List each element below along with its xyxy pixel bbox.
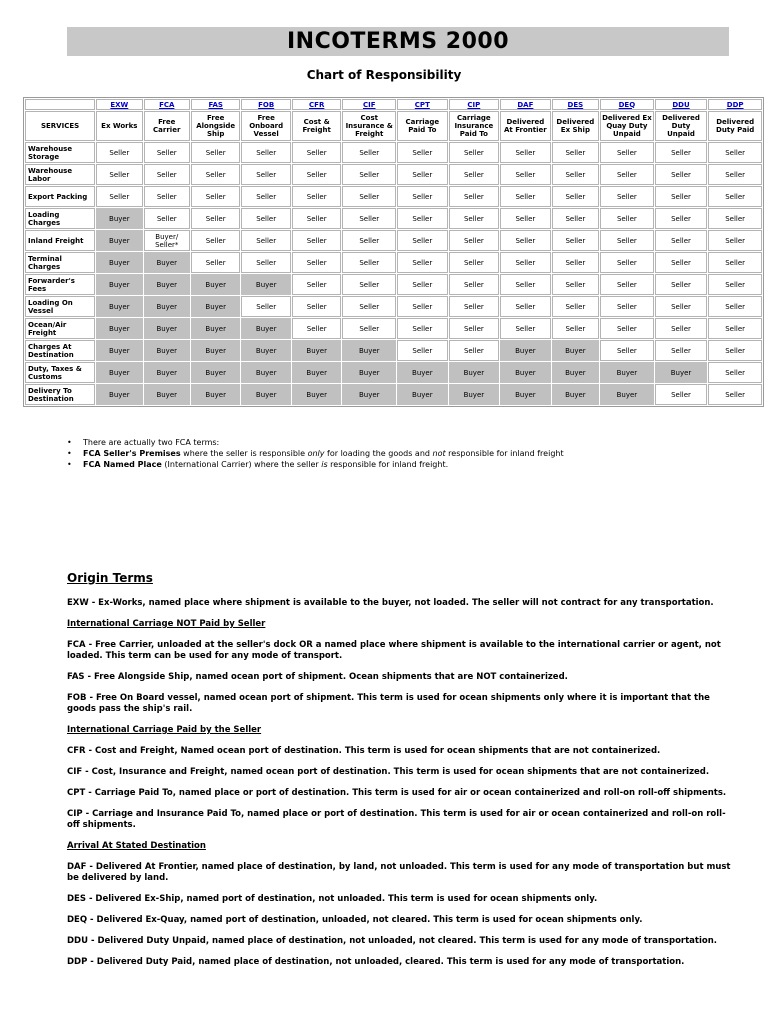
responsibility-cell: Seller [397, 164, 448, 185]
table-row [25, 208, 762, 229]
responsibility-cell: Seller [342, 186, 396, 207]
responsibility-cell: Buyer [191, 384, 241, 405]
responsibility-cell: Seller [144, 142, 190, 163]
responsibility-cell: Seller [708, 164, 762, 185]
responsibility-cell: Seller [500, 208, 551, 229]
responsibility-cell: Seller [397, 208, 448, 229]
responsibility-cell: Seller [397, 274, 448, 295]
responsibility-cell: Seller [191, 252, 241, 273]
term-name-cell: Delivered At Frontier [500, 111, 551, 141]
service-label: Loading On Vessel [25, 296, 95, 317]
responsibility-cell: Seller [397, 186, 448, 207]
service-label: Delivery To Destination [25, 384, 95, 405]
responsibility-cell: Buyer [342, 340, 396, 361]
responsibility-cell: Seller [397, 318, 448, 339]
responsibility-cell: Seller [449, 318, 500, 339]
term-abbr-cell [655, 99, 708, 110]
responsibility-cell: Seller [342, 164, 396, 185]
responsibility-cell: Seller [552, 208, 599, 229]
fca-note-named-place: • FCA Named Place (International Carrier) where the seller is responsible for inland freight. [67, 459, 564, 470]
def-cif: CIF - Cost, Insurance and Freight, named ocean port of destination. This term is used for ocean shipments that are not containerized. [67, 767, 710, 777]
responsibility-cell: Buyer [96, 362, 142, 383]
responsibility-cell: Seller [241, 230, 291, 251]
responsibility-cell: Buyer [241, 362, 291, 383]
def-fas: FAS - Free Alongside Ship, named ocean port of shipment. Ocean shipments that are NOT containerized. [67, 672, 568, 682]
responsibility-cell: Seller [655, 274, 708, 295]
def-ddp: DDP - Delivered Duty Paid, named place of destination, not unloaded, cleared. This term is used for any mode of transportation. [67, 957, 685, 967]
responsibility-cell: Buyer [342, 384, 396, 405]
responsibility-cell: Seller [144, 186, 190, 207]
table-row [25, 384, 762, 405]
responsibility-cell: Seller [397, 252, 448, 273]
service-label: Duty, Taxes & Customs [25, 362, 95, 383]
responsibility-cell: Buyer [96, 274, 142, 295]
def-fob: FOB - Free On Board vessel, named ocean port of shipment. This term is used for ocean shipments only where it is important that the goods pass the ship's rail. [67, 693, 710, 714]
responsibility-cell: Seller [552, 230, 599, 251]
responsibility-cell: Seller [500, 230, 551, 251]
term-name-row [25, 111, 762, 141]
responsibility-cell: Seller [655, 318, 708, 339]
term-link-cip[interactable]: CIP [467, 100, 481, 109]
responsibility-cell: Buyer [397, 384, 448, 405]
responsibility-cell: Seller [292, 230, 342, 251]
responsibility-cell: Seller [397, 340, 448, 361]
term-name-cell: Delivered Ex Ship [552, 111, 599, 141]
responsibility-cell: Seller [655, 230, 708, 251]
responsibility-cell: Buyer [96, 384, 142, 405]
responsibility-cell: Buyer [144, 296, 190, 317]
term-link-ddu[interactable]: DDU [672, 100, 690, 109]
responsibility-cell: Seller [552, 186, 599, 207]
responsibility-cell: Seller [500, 186, 551, 207]
def-fca: FCA - Free Carrier, unloaded at the seller's dock OR a named place where shipment is available to the international carrier or agent, not loaded. This term can be used for any mode of transport. [67, 640, 721, 661]
responsibility-cell: Seller [241, 296, 291, 317]
responsibility-cell: Seller [397, 142, 448, 163]
responsibility-cell: Seller [708, 384, 762, 405]
term-link-deq[interactable]: DEQ [618, 100, 636, 109]
responsibility-cell: Buyer [552, 340, 599, 361]
responsibility-cell: Seller [708, 296, 762, 317]
service-label: Warehouse Storage [25, 142, 95, 163]
service-label: Loading Charges [25, 208, 95, 229]
responsibility-cell: Seller [191, 186, 241, 207]
responsibility-cell: Buyer [241, 318, 291, 339]
responsibility-cell: Buyer [96, 230, 142, 251]
term-link-ddp[interactable]: DDP [726, 100, 744, 109]
term-link-fca[interactable]: FCA [159, 100, 175, 109]
term-name-cell: Ex Works [96, 111, 142, 141]
responsibility-cell: Seller [500, 142, 551, 163]
responsibility-cell: Seller [292, 318, 342, 339]
responsibility-cell: Seller [292, 274, 342, 295]
responsibility-cell: Seller [500, 252, 551, 273]
service-label: Warehouse Labor [25, 164, 95, 185]
responsibility-cell: Buyer [144, 384, 190, 405]
service-label: Export Packing [25, 186, 95, 207]
term-abbr-cell [342, 99, 396, 110]
responsibility-cell: Seller [500, 274, 551, 295]
responsibility-cell: Seller [342, 208, 396, 229]
responsibility-cell: Buyer [292, 340, 342, 361]
term-abbr-cell [241, 99, 291, 110]
term-abbr-cell [552, 99, 599, 110]
responsibility-cell: Seller [600, 186, 654, 207]
term-abbr-cell [292, 99, 342, 110]
table-row [25, 164, 762, 185]
responsibility-cell: Buyer [552, 362, 599, 383]
table-row [25, 274, 762, 295]
responsibility-cell: Seller [708, 186, 762, 207]
term-name-cell: Cost & Freight [292, 111, 342, 141]
def-cip: CIP - Carriage and Insurance Paid To, named place or port of destination. This term is used for air or ocean containerized and roll-on roll-off shipments. [67, 809, 726, 830]
responsibility-cell: Seller [449, 274, 500, 295]
responsibility-cell: Buyer [500, 384, 551, 405]
responsibility-cell: Seller [342, 142, 396, 163]
responsibility-cell: Seller [600, 164, 654, 185]
def-cpt: CPT - Carriage Paid To, named place or port of destination. This term is used for air or ocean containerized and roll-on roll-off shipments. [67, 788, 727, 798]
responsibility-cell: Seller [600, 274, 654, 295]
responsibility-cell: Seller [552, 252, 599, 273]
responsibility-cell: Seller [708, 274, 762, 295]
responsibility-cell: Seller [708, 230, 762, 251]
term-link-cif[interactable]: CIF [362, 100, 376, 109]
responsibility-cell: Buyer [449, 362, 500, 383]
responsibility-cell: Buyer [292, 384, 342, 405]
service-label: Terminal Charges [25, 252, 95, 273]
responsibility-cell: Seller [342, 274, 396, 295]
responsibility-cell: Seller [708, 318, 762, 339]
term-name-cell: Delivered Duty Unpaid [655, 111, 708, 141]
responsibility-cell: Buyer [96, 296, 142, 317]
responsibility-cell: Seller [708, 208, 762, 229]
responsibility-cell: Buyer [397, 362, 448, 383]
responsibility-cell: Seller [600, 318, 654, 339]
responsibility-cell: Buyer [144, 362, 190, 383]
term-link-cpt[interactable]: CPT [414, 100, 430, 109]
responsibility-cell: Seller [449, 296, 500, 317]
responsibility-cell: Seller [191, 164, 241, 185]
def-exw: EXW - Ex-Works, named place where shipment is available to the buyer, not loaded. The seller will not contract for any transportation. [67, 598, 714, 608]
responsibility-cell: Seller [191, 230, 241, 251]
responsibility-cell: Seller [600, 340, 654, 361]
responsibility-cell: Seller [397, 230, 448, 251]
responsibility-cell: Buyer [96, 318, 142, 339]
responsibility-cell: Buyer [292, 362, 342, 383]
responsibility-cell: Seller [449, 142, 500, 163]
term-name-cell: Carriage Insurance Paid To [449, 111, 500, 141]
responsibility-cell: Seller [552, 296, 599, 317]
responsibility-cell: Seller [241, 186, 291, 207]
responsibility-cell: Seller [292, 164, 342, 185]
responsibility-cell: Seller [241, 164, 291, 185]
responsibility-cell: Buyer [96, 340, 142, 361]
responsibility-cell: Seller [600, 252, 654, 273]
definitions [67, 598, 732, 978]
responsibility-cell: Buyer [191, 362, 241, 383]
term-abbr-cell [500, 99, 551, 110]
responsibility-cell: Buyer [191, 296, 241, 317]
responsibility-cell: Seller [144, 208, 190, 229]
term-abbr-cell [449, 99, 500, 110]
def-ddu: DDU - Delivered Duty Unpaid, named place of destination, not unloaded, not cleared. This term is used for any mode of transportation. [67, 936, 718, 946]
responsibility-cell: Seller [500, 296, 551, 317]
responsibility-cell: Seller [655, 296, 708, 317]
table-row [25, 252, 762, 273]
responsibility-cell: Seller [342, 230, 396, 251]
responsibility-cell: Seller [241, 252, 291, 273]
heading-paid: International Carriage Paid by the Seller [67, 725, 262, 735]
term-link-fob[interactable]: FOB [258, 100, 275, 109]
responsibility-cell: Seller [708, 362, 762, 383]
responsibility-cell: Seller [600, 296, 654, 317]
responsibility-cell: Seller [191, 142, 241, 163]
responsibility-cell: Buyer [96, 252, 142, 273]
responsibility-cell: Seller [449, 186, 500, 207]
responsibility-table [23, 97, 764, 407]
fca-notes [67, 437, 564, 470]
responsibility-cell: Buyer [191, 318, 241, 339]
responsibility-cell: Seller [655, 252, 708, 273]
term-name-cell: Delivered Ex Quay Duty Unpaid [600, 111, 654, 141]
responsibility-cell: Seller [449, 252, 500, 273]
def-des: DES - Delivered Ex-Ship, named port of destination, not unloaded. This term is used for ocean shipments only. [67, 894, 598, 904]
heading-arrival: Arrival At Stated Destination [67, 841, 206, 851]
responsibility-cell: Seller [449, 208, 500, 229]
responsibility-cell: Buyer [342, 362, 396, 383]
responsibility-cell: Seller [292, 296, 342, 317]
responsibility-cell: Seller [96, 164, 142, 185]
responsibility-cell: Buyer/ Seller* [144, 230, 190, 251]
term-abbr-cell [708, 99, 762, 110]
responsibility-cell: Seller [342, 252, 396, 273]
responsibility-cell: Seller [292, 208, 342, 229]
chart-subtitle: Chart of Responsibility [306, 68, 462, 82]
responsibility-cell: Seller [655, 340, 708, 361]
responsibility-cell: Seller [241, 142, 291, 163]
responsibility-cell: Seller [708, 252, 762, 273]
responsibility-cell: Buyer [552, 384, 599, 405]
responsibility-cell: Buyer [500, 340, 551, 361]
def-cfr: CFR - Cost and Freight, Named ocean port of destination. This term is used for ocean shipments that are not containerized. [67, 746, 661, 756]
responsibility-cell: Seller [655, 384, 708, 405]
responsibility-cell: Seller [552, 274, 599, 295]
responsibility-cell: Buyer [655, 362, 708, 383]
responsibility-cell: Seller [449, 164, 500, 185]
responsibility-cell: Buyer [241, 340, 291, 361]
term-link-fas[interactable]: FAS [208, 100, 223, 109]
responsibility-cell: Seller [600, 208, 654, 229]
services-header: SERVICES [25, 111, 95, 141]
responsibility-cell: Seller [655, 142, 708, 163]
responsibility-cell: Seller [96, 186, 142, 207]
responsibility-cell: Seller [708, 142, 762, 163]
responsibility-cell: Buyer [96, 208, 142, 229]
service-label: Charges At Destination [25, 340, 95, 361]
table-row [25, 318, 762, 339]
table-row [25, 296, 762, 317]
title-bar [67, 27, 729, 56]
term-name-cell: Carriage Paid To [397, 111, 448, 141]
term-name-cell: Free Alongside Ship [191, 111, 241, 141]
responsibility-cell: Seller [500, 318, 551, 339]
term-abbr-cell [600, 99, 654, 110]
term-abbr-cell [397, 99, 448, 110]
responsibility-cell: Buyer [500, 362, 551, 383]
responsibility-cell: Seller [552, 164, 599, 185]
responsibility-cell: Seller [655, 164, 708, 185]
responsibility-cell: Buyer [600, 384, 654, 405]
term-abbr-row [25, 99, 762, 110]
term-link-cfr[interactable]: CFR [309, 100, 325, 109]
heading-not-paid: International Carriage NOT Paid by Seller [67, 619, 266, 629]
responsibility-cell: Seller [144, 164, 190, 185]
responsibility-cell: Seller [241, 208, 291, 229]
origin-terms-heading: Origin Terms [67, 571, 153, 585]
responsibility-cell: Seller [397, 296, 448, 317]
responsibility-cell: Seller [292, 186, 342, 207]
service-label: Forwarder's Fees [25, 274, 95, 295]
table-row [25, 142, 762, 163]
service-label: Inland Freight [25, 230, 95, 251]
responsibility-cell: Seller [292, 252, 342, 273]
responsibility-cell: Seller [708, 340, 762, 361]
responsibility-cell: Seller [96, 142, 142, 163]
responsibility-cell: Seller [552, 318, 599, 339]
responsibility-cell: Buyer [191, 340, 241, 361]
term-link-daf[interactable]: DAF [517, 100, 534, 109]
responsibility-cell: Buyer [144, 340, 190, 361]
table-row [25, 186, 762, 207]
responsibility-cell: Seller [342, 318, 396, 339]
responsibility-cell: Seller [600, 230, 654, 251]
responsibility-cell: Seller [449, 340, 500, 361]
term-link-des[interactable]: DES [567, 100, 584, 109]
def-deq: DEQ - Delivered Ex-Quay, named port of destination, unloaded, not cleared. This term is used for ocean shipments only. [67, 915, 643, 925]
def-daf: DAF - Delivered At Frontier, named place of destination, by land, not unloaded. This term is used for any mode of transportation but must be delivered by land. [67, 862, 731, 883]
table-row [25, 340, 762, 361]
responsibility-cell: Buyer [241, 384, 291, 405]
responsibility-cell: Seller [655, 208, 708, 229]
service-label: Ocean/Air Freight [25, 318, 95, 339]
responsibility-cell: Buyer [191, 274, 241, 295]
corner-cell [25, 99, 95, 110]
responsibility-cell: Seller [449, 230, 500, 251]
responsibility-cell: Seller [292, 142, 342, 163]
table-row [25, 230, 762, 251]
term-name-cell: Free Onboard Vessel [241, 111, 291, 141]
responsibility-cell: Buyer [449, 384, 500, 405]
table-row [25, 362, 762, 383]
responsibility-cell: Seller [655, 186, 708, 207]
term-abbr-cell [96, 99, 142, 110]
responsibility-cell: Buyer [144, 252, 190, 273]
term-link-exw[interactable]: EXW [110, 100, 129, 109]
term-abbr-cell [144, 99, 190, 110]
responsibility-cell: Seller [600, 142, 654, 163]
fca-note-intro: • There are actually two FCA terms: [67, 437, 564, 448]
fca-note-premises: • FCA Seller's Premises where the seller is responsible only for loading the goods and not responsible for inland freight [67, 448, 564, 459]
responsibility-cell: Seller [552, 142, 599, 163]
page-title: INCOTERMS 2000 [286, 29, 510, 54]
term-name-cell: Delivered Duty Paid [708, 111, 762, 141]
responsibility-cell: Seller [342, 296, 396, 317]
responsibility-cell: Seller [191, 208, 241, 229]
term-abbr-cell [191, 99, 241, 110]
responsibility-cell: Seller [500, 164, 551, 185]
responsibility-cell: Buyer [241, 274, 291, 295]
responsibility-cell: Buyer [600, 362, 654, 383]
responsibility-cell: Buyer [144, 274, 190, 295]
term-name-cell: Cost Insurance & Freight [342, 111, 396, 141]
term-name-cell: Free Carrier [144, 111, 190, 141]
responsibility-cell: Buyer [144, 318, 190, 339]
